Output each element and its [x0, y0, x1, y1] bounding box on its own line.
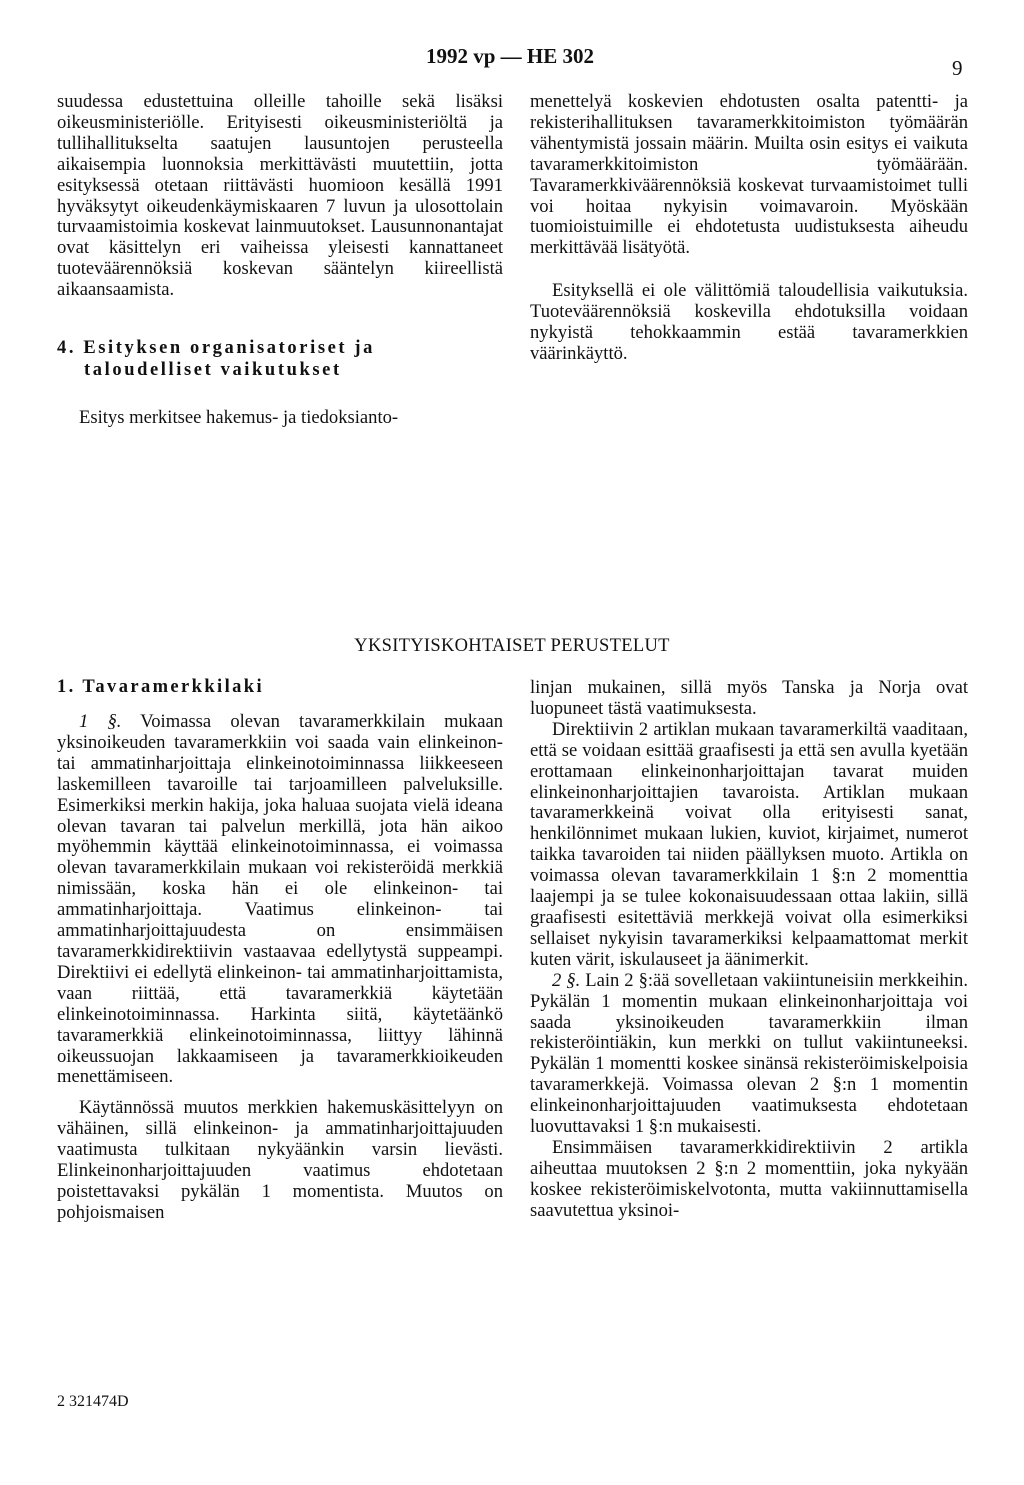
bottom-right-paragraph-3	[530, 971, 968, 1138]
subheading-tavaramerkkilaki: 1. Tavaramerkkilaki	[57, 677, 264, 697]
section-4-number: 4.	[57, 338, 77, 359]
section-4-heading-line2: taloudelliset vaikutukset	[84, 360, 342, 381]
bottom-left-paragraph-2: Käytännössä muutos merkkien hakemuskäsittelyyn on vähäinen, sillä elinkeinon- ja ammatinharjoittajuuden vaatimusta tulkitaan nykyäänkin varsin lievästi. Elinkeinonharjoittajuuden vaatimus ehdotetaan poistettavaksi pykälän 1 momentista. Muutos on pohjoismaisen	[57, 1097, 503, 1223]
bottom-left-paragraph-1-text: Voimassa olevan tavaramerkkilain mukaan yksinoikeuden tavaramerkkiin voi saada vain elinkeinon- tai ammatinharjoittaja elinkeinotoiminnassa liikkeeseen laskemilleen tavaroille tai tarjoamilleen palveluksille. Esimerkiksi merkin hakija, joka haluaa suojata vielä ideana olevan tavaran tai palvelun merkillä, jota hän aikoo myöhemmin käyttää elinkeinotoiminnassa, ei voimassa olevan tavaramerkkilain mukaan voi rekisteröidä merkkiä nimissään, koska hän ei ole elinkeinon- tai ammatinharjoittaja. Vaatimus elinkeinon- tai ammatinharjoittajuudesta on ensimmäisen tavaramerkkidirektiivin vastaavaa edellytystä suppeampi. Direktiivi ei edellytä elinkeinon- tai ammatinharjoittamista, vaan riittää, että tavaramerkkiä käytetään elinkeinotoiminnassa. Harkinta siitä, käytetäänkö tavaramerkkiä elinkeinotoiminnassa, liittyy lähinnä oikeussuojan lakkaamiseen ja tavaramerkkioikeuden menettämiseen.	[57, 711, 504, 1088]
bottom-left-paragraph-1	[57, 712, 503, 1088]
bottom-left-column	[57, 676, 503, 1224]
bottom-right-paragraph-2: Direktiivin 2 artiklan mukaan tavaramerkiltä vaaditaan, että se voidaan esittää graafisesti ja että sen avulla kyetään erottamaan elinkeinonharjoittajan tavarat muiden elinkeinonharjoittajien tavaroista. Artiklan mukaan tavaramerkkeinä voivat olla erityisesti sanat, henkilönnimet mukaan lukien, kuviot, kirjaimet, numerot taikka tavaroiden tai niiden päällyksen muoto. Artikla on voimassa olevan tavaramerkkilain 1 §:n 2 momenttia laajempi ja se tulee kokonaisuudessaan ottaa lakiin, sillä graafisesti esitettäviä merkkejä voivat olla esimerkiksi sellaiset nykyisin tavaramerkiksi kelpaamattomat merkit kuten värit, iskulauseet ja äänimerkit.	[530, 718, 968, 970]
page-header-title: 1992 vp — HE 302	[425, 44, 595, 68]
bottom-right-paragraph-4: Ensimmäisen tavaramerkkidirektiivin 2 artikla aiheuttaa muutoksen 2 §:n 2 momenttiin, joka nykyään koskee rekisteröimiskelvotonta, mutta vakiinnuttamisella saavutettua yksinoi-	[530, 1136, 968, 1221]
footer-code: 2 321474D	[57, 1393, 129, 1410]
section-4-heading-line1: Esityksen organisatoriset ja	[83, 338, 376, 359]
top-left-paragraph-2: Esitys merkitsee hakemus- ja tiedoksianto-	[79, 407, 399, 429]
bottom-right-column	[530, 678, 968, 1222]
section-2-label: 2 §.	[552, 969, 581, 991]
top-right-column	[530, 92, 968, 365]
top-left-paragraph-1: suudessa edustettuina olleille tahoille sekä lisäksi oikeusministeriölle. Erityisesti oikeusministeriöltä ja tullihallitukselta saatujen lausuntojen perusteella aikaisempia luonnoksia merkittävästi muutettiin, jotta esityksessä otetaan riittävästi huomioon kesällä 1991 hyväksytyt oikeudenkäymiskaaren 7 luvun ja ulosottolain turvaamistoimia koskevat lainmuutokset. Lausunnonantajat ovat käsittelyn eri vaiheissa yleisesti kannattaneet tuoteväärennöksiä koskevan sääntelyn kiireellistä aikaansaamista.	[57, 91, 503, 301]
section-heading: YKSITYISKOHTAISET PERUSTELUT	[354, 636, 670, 656]
section-4-heading	[57, 337, 503, 381]
top-right-paragraph-1: menettelyä koskevien ehdotusten osalta patentti- ja rekisterihallituksen tavaramerkkitoimiston työmäärän vähentymistä jossain määrin. Muilta osin esitys ei vaikuta tavaramerkkitoimiston työmäärään. Tavaramerkkiväärennöksiä koskevat turvaamistoimet tulli voi hoitaa nykyisin voimavaroin. Myöskään tuomioistuimille ei ehdotetusta uudistuksesta aiheudu merkittävää lisätyötä.	[530, 91, 968, 259]
page-number: 9	[952, 56, 963, 80]
bottom-right-paragraph-1: linjan mukainen, sillä myös Tanska ja Norja ovat luopuneet tästä vaatimuksesta.	[530, 677, 968, 719]
top-right-paragraph-2: Esityksellä ei ole välittömiä taloudellisia vaikutuksia. Tuoteväärennöksiä koskevilla ehdotuksilla voidaan nykyistä tehokkaammin estää tavaramerkkien väärinkäyttö.	[530, 280, 968, 364]
top-left-column	[57, 92, 503, 429]
bottom-right-paragraph-3-text: Lain 2 §:ää sovelletaan vakiintuneisiin merkkeihin. Pykälän 1 momentin mukaan elinkeinonharjoittaja voi saada yksinoikeuden tavaramerkkiin ilman rekisteröintiäkin, kun merkki on tullut vakiintuneeksi. Pykälän 1 momentti koskee sinänsä rekisteröimiskelpoisia tavaramerkkejä. Voimassa olevan 2 §:n 1 momentin elinkeinonharjoittajuuden vaatimuksesta ehdotetaan luovuttavaksi 1 §:n mukaisesti.	[530, 969, 968, 1138]
section-1-label: 1 §.	[79, 711, 122, 732]
